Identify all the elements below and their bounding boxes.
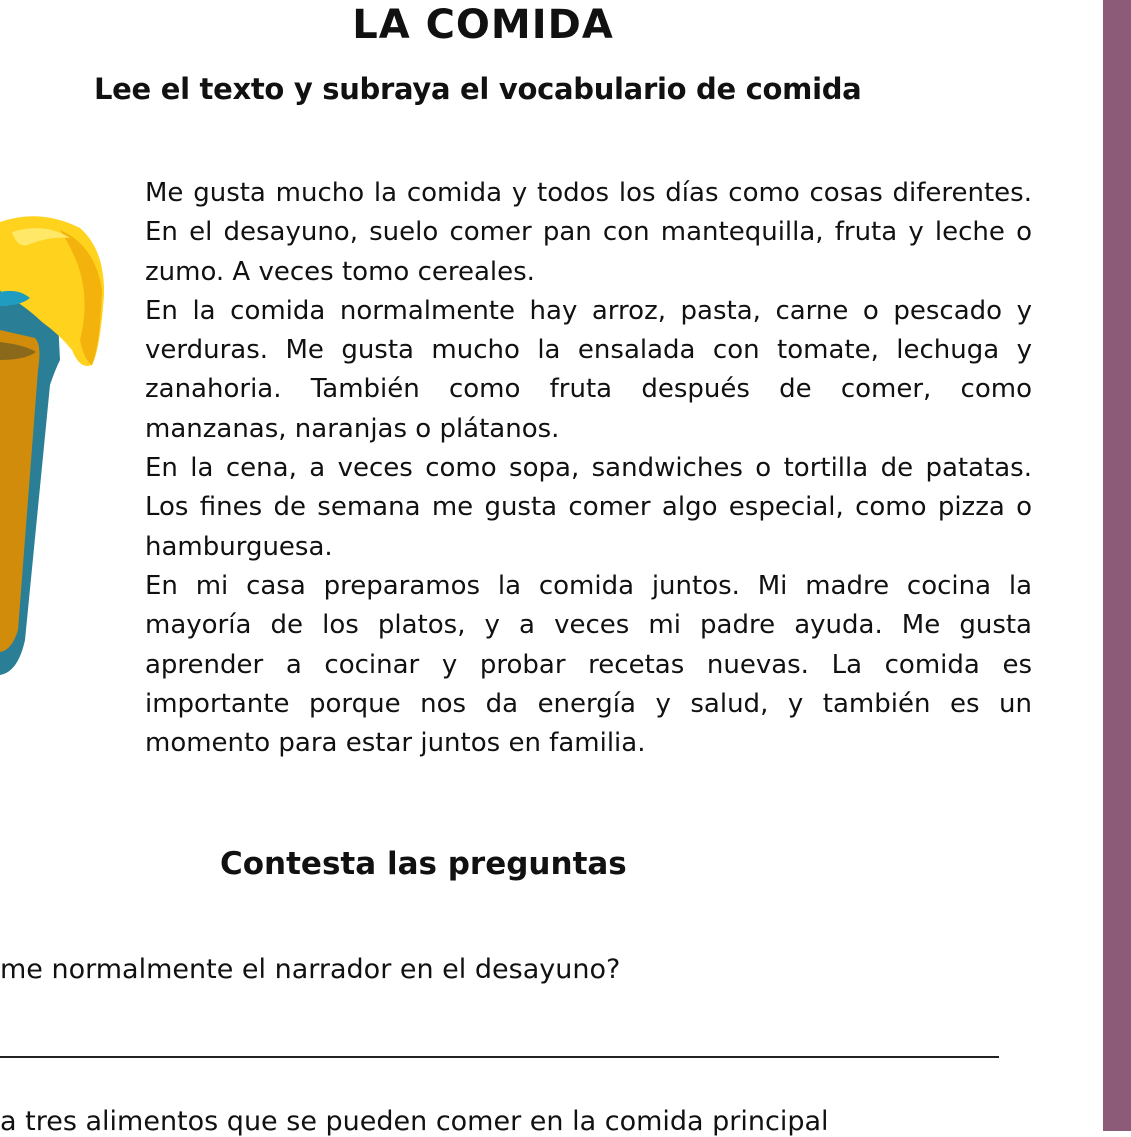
question-1: me normalmente el narrador en el desayuno? [0, 954, 621, 985]
questions-heading: Contesta las preguntas [220, 846, 627, 882]
paragraph: En la cena, a veces como sopa, sandwiches o tortilla de patatas. Los fines de semana me gusta comer algo especial, como pizza o hamburguesa. [145, 453, 1032, 562]
paragraph: En la comida normalmente hay arroz, pasta, carne o pescado y verduras. Me gusta mucho la ensalada con tomate, lechuga y zanahoria. También como fruta después de comer, como manzanas, naranjas o plátanos. [145, 295, 1032, 444]
reading-text [145, 174, 1032, 763]
page-title: LA COMIDA [352, 2, 614, 48]
instruction-heading: Lee el texto y subraya el vocabulario de comida [94, 72, 862, 106]
side-color-band [1103, 0, 1131, 1131]
drink-cup-icon [0, 210, 115, 680]
paragraph: Me gusta mucho la comida y todos los días como cosas diferentes. En el desayuno, suelo comer pan con mantequilla, fruta y leche o zumo. A veces tomo cereales. [145, 178, 1032, 287]
answer-line [0, 1056, 999, 1058]
paragraph: En mi casa preparamos la comida juntos. Mi madre cocina la mayoría de los platos, y a veces mi padre ayuda. Me gusta aprender a cocinar y probar recetas nuevas. La comida es importante porque nos da energía y salud, y también es un momento para estar juntos en familia. [145, 570, 1032, 759]
question-2: a tres alimentos que se pueden comer en la comida principal [0, 1106, 829, 1137]
